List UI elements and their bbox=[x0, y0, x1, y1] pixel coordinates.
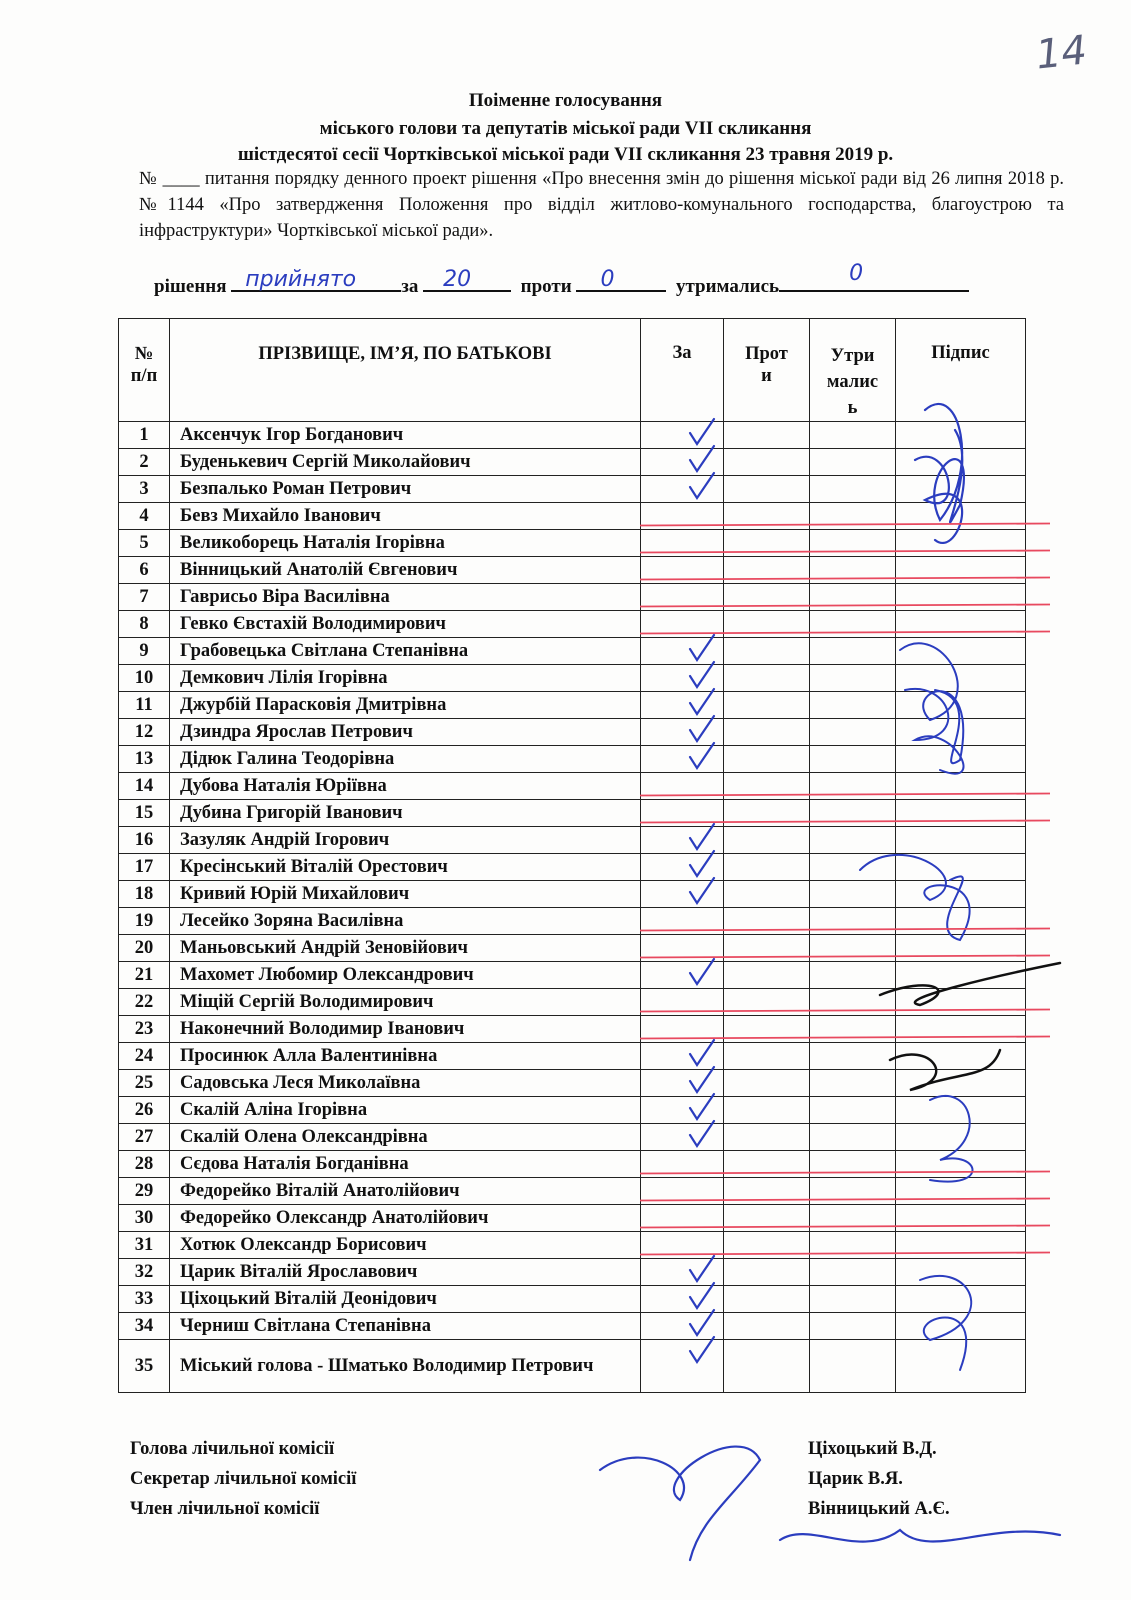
row-signature-cell bbox=[896, 557, 1026, 584]
table-row bbox=[119, 692, 1026, 719]
row-for-cell bbox=[641, 665, 724, 692]
row-name: Дубина Григорій Іванович bbox=[170, 800, 641, 827]
row-name: Вінницький Анатолій Євгенович bbox=[170, 557, 641, 584]
row-against-cell bbox=[724, 1259, 810, 1286]
for-count: 20 bbox=[443, 267, 472, 292]
row-number: 13 bbox=[119, 746, 170, 773]
row-against-cell bbox=[724, 1070, 810, 1097]
row-signature-cell bbox=[896, 719, 1026, 746]
row-name: Гевко Євстахій Володимирович bbox=[170, 611, 641, 638]
row-name: Аксенчук Ігор Богданович bbox=[170, 422, 641, 449]
row-number: 2 bbox=[119, 449, 170, 476]
row-number: 18 bbox=[119, 881, 170, 908]
row-name: Кресінський Віталій Орестович bbox=[170, 854, 641, 881]
table-row bbox=[119, 962, 1026, 989]
row-signature-cell bbox=[896, 989, 1026, 1016]
row-against-cell bbox=[724, 422, 810, 449]
row-number: 16 bbox=[119, 827, 170, 854]
row-signature-cell bbox=[896, 800, 1026, 827]
row-abstained-cell bbox=[810, 1016, 896, 1043]
vote-table bbox=[118, 318, 1026, 1393]
row-against-cell bbox=[724, 1097, 810, 1124]
row-abstained-cell bbox=[810, 827, 896, 854]
question-text: № ____ питання порядку денного проект рішення «Про внесення змін до рішення міської ради від 26 липня 2018 р. №1144 «Про затвердження Положення про відділ житлово-комунального господарства, благоустрою та інфраструктури» Чортківської міської ради». bbox=[139, 169, 1064, 241]
row-for-cell bbox=[641, 773, 724, 800]
row-signature-cell bbox=[896, 1232, 1026, 1259]
row-for-cell bbox=[641, 1070, 724, 1097]
commission-member-label: Член лічильної комісії bbox=[130, 1499, 320, 1519]
row-name: Грабовецька Світлана Степанівна bbox=[170, 638, 641, 665]
row-number: 19 bbox=[119, 908, 170, 935]
commission-secretary-name: Царик В.Я. bbox=[808, 1469, 903, 1489]
table-row bbox=[119, 530, 1026, 557]
row-signature-cell bbox=[896, 773, 1026, 800]
row-abstained-cell bbox=[810, 962, 896, 989]
row-for-cell bbox=[641, 1313, 724, 1340]
row-number: 26 bbox=[119, 1097, 170, 1124]
row-signature-cell bbox=[896, 746, 1026, 773]
row-signature-cell bbox=[896, 881, 1026, 908]
row-for-cell bbox=[641, 854, 724, 881]
row-signature-cell bbox=[896, 1286, 1026, 1313]
table-row bbox=[119, 1232, 1026, 1259]
row-against-cell bbox=[724, 503, 810, 530]
row-abstained-cell bbox=[810, 1286, 896, 1313]
row-abstained-cell bbox=[810, 1043, 896, 1070]
row-signature-cell bbox=[896, 611, 1026, 638]
row-against-cell bbox=[724, 611, 810, 638]
row-abstained-cell bbox=[810, 422, 896, 449]
row-abstained-cell bbox=[810, 1124, 896, 1151]
table-row bbox=[119, 665, 1026, 692]
row-for-cell bbox=[641, 611, 724, 638]
row-number: 8 bbox=[119, 611, 170, 638]
commission-names bbox=[808, 1434, 950, 1524]
row-number: 27 bbox=[119, 1124, 170, 1151]
row-number: 14 bbox=[119, 773, 170, 800]
commission-roles bbox=[130, 1434, 356, 1524]
row-against-cell bbox=[724, 881, 810, 908]
row-for-cell bbox=[641, 881, 724, 908]
row-for-cell bbox=[641, 692, 724, 719]
row-number: 7 bbox=[119, 584, 170, 611]
row-against-cell bbox=[724, 1151, 810, 1178]
row-signature-cell bbox=[896, 1178, 1026, 1205]
row-name: Джурбій Парасковія Дмитрівна bbox=[170, 692, 641, 719]
header-for: За bbox=[641, 319, 724, 422]
row-abstained-cell bbox=[810, 584, 896, 611]
row-signature-cell bbox=[896, 503, 1026, 530]
commission-chair-name: Ціхоцький В.Д. bbox=[808, 1439, 937, 1459]
row-signature-cell bbox=[896, 638, 1026, 665]
row-number: 29 bbox=[119, 1178, 170, 1205]
row-against-cell bbox=[724, 692, 810, 719]
table-row bbox=[119, 422, 1026, 449]
against-label: проти bbox=[520, 276, 572, 297]
row-against-cell bbox=[724, 530, 810, 557]
row-for-cell bbox=[641, 1016, 724, 1043]
row-for-cell bbox=[641, 935, 724, 962]
header-signature: Підпис bbox=[896, 319, 1026, 422]
row-signature-cell bbox=[896, 1043, 1026, 1070]
table-row bbox=[119, 1286, 1026, 1313]
row-against-cell bbox=[724, 665, 810, 692]
row-number: 28 bbox=[119, 1151, 170, 1178]
row-name: Сєдова Наталія Богданівна bbox=[170, 1151, 641, 1178]
decision-line bbox=[154, 261, 969, 298]
row-signature-cell bbox=[896, 854, 1026, 881]
row-number: 35 bbox=[119, 1340, 170, 1393]
row-abstained-cell bbox=[810, 530, 896, 557]
table-row bbox=[119, 611, 1026, 638]
row-number: 5 bbox=[119, 530, 170, 557]
table-row bbox=[119, 908, 1026, 935]
row-against-cell bbox=[724, 1340, 810, 1393]
row-name: Кривий Юрій Михайлович bbox=[170, 881, 641, 908]
row-abstained-cell bbox=[810, 854, 896, 881]
row-number: 1 bbox=[119, 422, 170, 449]
row-abstained-cell bbox=[810, 1205, 896, 1232]
row-abstained-cell bbox=[810, 449, 896, 476]
for-label: за bbox=[401, 276, 419, 297]
row-number: 9 bbox=[119, 638, 170, 665]
document-title: Поіменне голосування bbox=[468, 90, 663, 111]
table-row bbox=[119, 1124, 1026, 1151]
row-number: 24 bbox=[119, 1043, 170, 1070]
row-abstained-cell bbox=[810, 692, 896, 719]
row-abstained-cell bbox=[810, 800, 896, 827]
table-row bbox=[119, 989, 1026, 1016]
row-abstained-cell bbox=[810, 638, 896, 665]
row-name: Зазуляк Андрій Ігорович bbox=[170, 827, 641, 854]
row-abstained-cell bbox=[810, 908, 896, 935]
row-signature-cell bbox=[896, 476, 1026, 503]
row-name: Федорейко Олександр Анатолійович bbox=[170, 1205, 641, 1232]
vote-table-body bbox=[119, 422, 1026, 1393]
row-name: Бевз Михайло Іванович bbox=[170, 503, 641, 530]
row-number: 25 bbox=[119, 1070, 170, 1097]
row-number: 30 bbox=[119, 1205, 170, 1232]
row-against-cell bbox=[724, 1124, 810, 1151]
commission-chair-label: Голова лічильної комісії bbox=[130, 1439, 335, 1459]
row-number: 10 bbox=[119, 665, 170, 692]
table-row bbox=[119, 584, 1026, 611]
row-abstained-cell bbox=[810, 1097, 896, 1124]
row-name: Наконечний Володимир Іванович bbox=[170, 1016, 641, 1043]
row-for-cell bbox=[641, 449, 724, 476]
row-for-cell bbox=[641, 422, 724, 449]
row-for-cell bbox=[641, 908, 724, 935]
row-for-cell bbox=[641, 476, 724, 503]
row-against-cell bbox=[724, 1286, 810, 1313]
header-against: Прот и bbox=[724, 319, 810, 422]
row-against-cell bbox=[724, 1205, 810, 1232]
row-name: Махомет Любомир Олександрович bbox=[170, 962, 641, 989]
row-signature-cell bbox=[896, 962, 1026, 989]
row-abstained-cell bbox=[810, 503, 896, 530]
table-row bbox=[119, 1259, 1026, 1286]
row-against-cell bbox=[724, 935, 810, 962]
row-abstained-cell bbox=[810, 1151, 896, 1178]
row-signature-cell bbox=[896, 1097, 1026, 1124]
row-signature-cell bbox=[896, 1070, 1026, 1097]
row-signature-cell bbox=[896, 449, 1026, 476]
abstained-label: утримались bbox=[675, 276, 780, 297]
row-signature-cell bbox=[896, 422, 1026, 449]
row-for-cell bbox=[641, 1124, 724, 1151]
row-abstained-cell bbox=[810, 1232, 896, 1259]
header-name: ПРІЗВИЩЕ, ІМ’Я, ПО БАТЬКОВІ bbox=[170, 319, 641, 422]
row-for-cell bbox=[641, 1340, 724, 1393]
abstained-count: 0 bbox=[849, 261, 864, 286]
row-for-cell bbox=[641, 503, 724, 530]
row-for-cell bbox=[641, 719, 724, 746]
table-row bbox=[119, 881, 1026, 908]
row-name: Хотюк Олександр Борисович bbox=[170, 1232, 641, 1259]
row-against-cell bbox=[724, 1043, 810, 1070]
row-name: Царик Віталій Ярославович bbox=[170, 1259, 641, 1286]
row-number: 17 bbox=[119, 854, 170, 881]
row-for-cell bbox=[641, 800, 724, 827]
table-row bbox=[119, 557, 1026, 584]
row-name: Міський голова - Шматько Володимир Петрович bbox=[170, 1340, 641, 1393]
row-name: Дзиндра Ярослав Петрович bbox=[170, 719, 641, 746]
table-row bbox=[119, 1097, 1026, 1124]
row-signature-cell bbox=[896, 692, 1026, 719]
row-name: Садовська Леся Миколаївна bbox=[170, 1070, 641, 1097]
row-number: 21 bbox=[119, 962, 170, 989]
row-abstained-cell bbox=[810, 773, 896, 800]
row-against-cell bbox=[724, 638, 810, 665]
table-row bbox=[119, 476, 1026, 503]
table-row bbox=[119, 1151, 1026, 1178]
row-signature-cell bbox=[896, 665, 1026, 692]
row-name: Міщій Сергій Володимирович bbox=[170, 989, 641, 1016]
row-signature-cell bbox=[896, 1259, 1026, 1286]
table-row bbox=[119, 1016, 1026, 1043]
row-for-cell bbox=[641, 1232, 724, 1259]
row-against-cell bbox=[724, 800, 810, 827]
row-for-cell bbox=[641, 584, 724, 611]
row-name: Дубова Наталія Юріївна bbox=[170, 773, 641, 800]
row-abstained-cell bbox=[810, 1259, 896, 1286]
row-signature-cell bbox=[896, 1124, 1026, 1151]
row-signature-cell bbox=[896, 935, 1026, 962]
row-signature-cell bbox=[896, 1313, 1026, 1340]
row-for-cell bbox=[641, 1097, 724, 1124]
row-against-cell bbox=[724, 1016, 810, 1043]
row-name: Дідюк Галина Теодорівна bbox=[170, 746, 641, 773]
row-abstained-cell bbox=[810, 935, 896, 962]
row-number: 15 bbox=[119, 800, 170, 827]
row-for-cell bbox=[641, 530, 724, 557]
row-against-cell bbox=[724, 773, 810, 800]
row-number: 3 bbox=[119, 476, 170, 503]
row-name: Маньовський Андрій Зеновійович bbox=[170, 935, 641, 962]
row-signature-cell bbox=[896, 584, 1026, 611]
row-against-cell bbox=[724, 476, 810, 503]
against-count: 0 bbox=[600, 267, 615, 292]
row-number: 34 bbox=[119, 1313, 170, 1340]
table-row bbox=[119, 1070, 1026, 1097]
row-for-cell bbox=[641, 1043, 724, 1070]
row-name: Ціхоцький Віталій Деонідович bbox=[170, 1286, 641, 1313]
row-name: Лесейко Зоряна Василівна bbox=[170, 908, 641, 935]
table-row bbox=[119, 1340, 1026, 1393]
row-against-cell bbox=[724, 584, 810, 611]
row-signature-cell bbox=[896, 827, 1026, 854]
row-against-cell bbox=[724, 827, 810, 854]
row-name: Буденькевич Сергій Миколайович bbox=[170, 449, 641, 476]
table-header-row bbox=[119, 319, 1026, 422]
row-for-cell bbox=[641, 827, 724, 854]
table-row bbox=[119, 1313, 1026, 1340]
row-signature-cell bbox=[896, 1205, 1026, 1232]
row-against-cell bbox=[724, 908, 810, 935]
row-abstained-cell bbox=[810, 1340, 896, 1393]
row-for-cell bbox=[641, 557, 724, 584]
row-abstained-cell bbox=[810, 746, 896, 773]
row-for-cell bbox=[641, 1286, 724, 1313]
row-number: 11 bbox=[119, 692, 170, 719]
row-name: Просинюк Алла Валентинівна bbox=[170, 1043, 641, 1070]
row-abstained-cell bbox=[810, 611, 896, 638]
row-signature-cell bbox=[896, 1151, 1026, 1178]
row-number: 32 bbox=[119, 1259, 170, 1286]
row-number: 12 bbox=[119, 719, 170, 746]
header-abstained: Утри малис ь bbox=[810, 319, 896, 422]
row-name: Великоборець Наталія Ігорівна bbox=[170, 530, 641, 557]
row-abstained-cell bbox=[810, 1070, 896, 1097]
row-number: 33 bbox=[119, 1286, 170, 1313]
table-row bbox=[119, 827, 1026, 854]
table-row bbox=[119, 638, 1026, 665]
row-number: 20 bbox=[119, 935, 170, 962]
row-for-cell bbox=[641, 638, 724, 665]
row-abstained-cell bbox=[810, 881, 896, 908]
row-signature-cell bbox=[896, 1340, 1026, 1393]
row-against-cell bbox=[724, 557, 810, 584]
row-against-cell bbox=[724, 719, 810, 746]
row-against-cell bbox=[724, 962, 810, 989]
row-name: Черниш Світлана Степанівна bbox=[170, 1313, 641, 1340]
row-name: Скалій Олена Олександрівна bbox=[170, 1124, 641, 1151]
table-row bbox=[119, 1178, 1026, 1205]
page-number: 14 bbox=[1033, 27, 1090, 79]
row-against-cell bbox=[724, 746, 810, 773]
row-for-cell bbox=[641, 1205, 724, 1232]
row-name: Демкович Лілія Ігорівна bbox=[170, 665, 641, 692]
row-abstained-cell bbox=[810, 557, 896, 584]
row-against-cell bbox=[724, 449, 810, 476]
row-signature-cell bbox=[896, 908, 1026, 935]
commission-secretary-label: Секретар лічильної комісії bbox=[130, 1469, 357, 1489]
row-name: Гаврисьо Віра Василівна bbox=[170, 584, 641, 611]
row-name: Безпалько Роман Петрович bbox=[170, 476, 641, 503]
decision-label: рішення bbox=[154, 276, 227, 297]
row-for-cell bbox=[641, 1259, 724, 1286]
row-name: Федорейко Віталій Анатолійович bbox=[170, 1178, 641, 1205]
table-row bbox=[119, 719, 1026, 746]
table-row bbox=[119, 1043, 1026, 1070]
table-row bbox=[119, 800, 1026, 827]
row-signature-cell bbox=[896, 1016, 1026, 1043]
table-row bbox=[119, 854, 1026, 881]
row-against-cell bbox=[724, 1232, 810, 1259]
table-row bbox=[119, 935, 1026, 962]
decision-result: прийнято bbox=[245, 267, 357, 292]
row-against-cell bbox=[724, 854, 810, 881]
table-row bbox=[119, 1205, 1026, 1232]
row-for-cell bbox=[641, 989, 724, 1016]
row-signature-cell bbox=[896, 530, 1026, 557]
document-subtitle: міського голови та депутатів міської ради VII скликання bbox=[319, 118, 812, 139]
row-number: 23 bbox=[119, 1016, 170, 1043]
row-for-cell bbox=[641, 1178, 724, 1205]
session-line: шістдесятої сесії Чортківської міської ради VII скликання 23 травня 2019 р. bbox=[237, 144, 894, 165]
row-abstained-cell bbox=[810, 989, 896, 1016]
table-row bbox=[119, 449, 1026, 476]
row-abstained-cell bbox=[810, 665, 896, 692]
row-number: 4 bbox=[119, 503, 170, 530]
row-abstained-cell bbox=[810, 1313, 896, 1340]
row-abstained-cell bbox=[810, 719, 896, 746]
table-row bbox=[119, 746, 1026, 773]
row-number: 31 bbox=[119, 1232, 170, 1259]
row-against-cell bbox=[724, 1178, 810, 1205]
row-against-cell bbox=[724, 1313, 810, 1340]
table-row bbox=[119, 503, 1026, 530]
row-number: 6 bbox=[119, 557, 170, 584]
row-for-cell bbox=[641, 962, 724, 989]
row-abstained-cell bbox=[810, 1178, 896, 1205]
table-row bbox=[119, 773, 1026, 800]
header-number: № п/п bbox=[119, 319, 170, 422]
row-against-cell bbox=[724, 989, 810, 1016]
row-name: Скалій Аліна Ігорівна bbox=[170, 1097, 641, 1124]
row-number: 22 bbox=[119, 989, 170, 1016]
commission-member-name: Вінницький А.Є. bbox=[808, 1499, 950, 1519]
row-for-cell bbox=[641, 1151, 724, 1178]
row-abstained-cell bbox=[810, 476, 896, 503]
row-for-cell bbox=[641, 746, 724, 773]
